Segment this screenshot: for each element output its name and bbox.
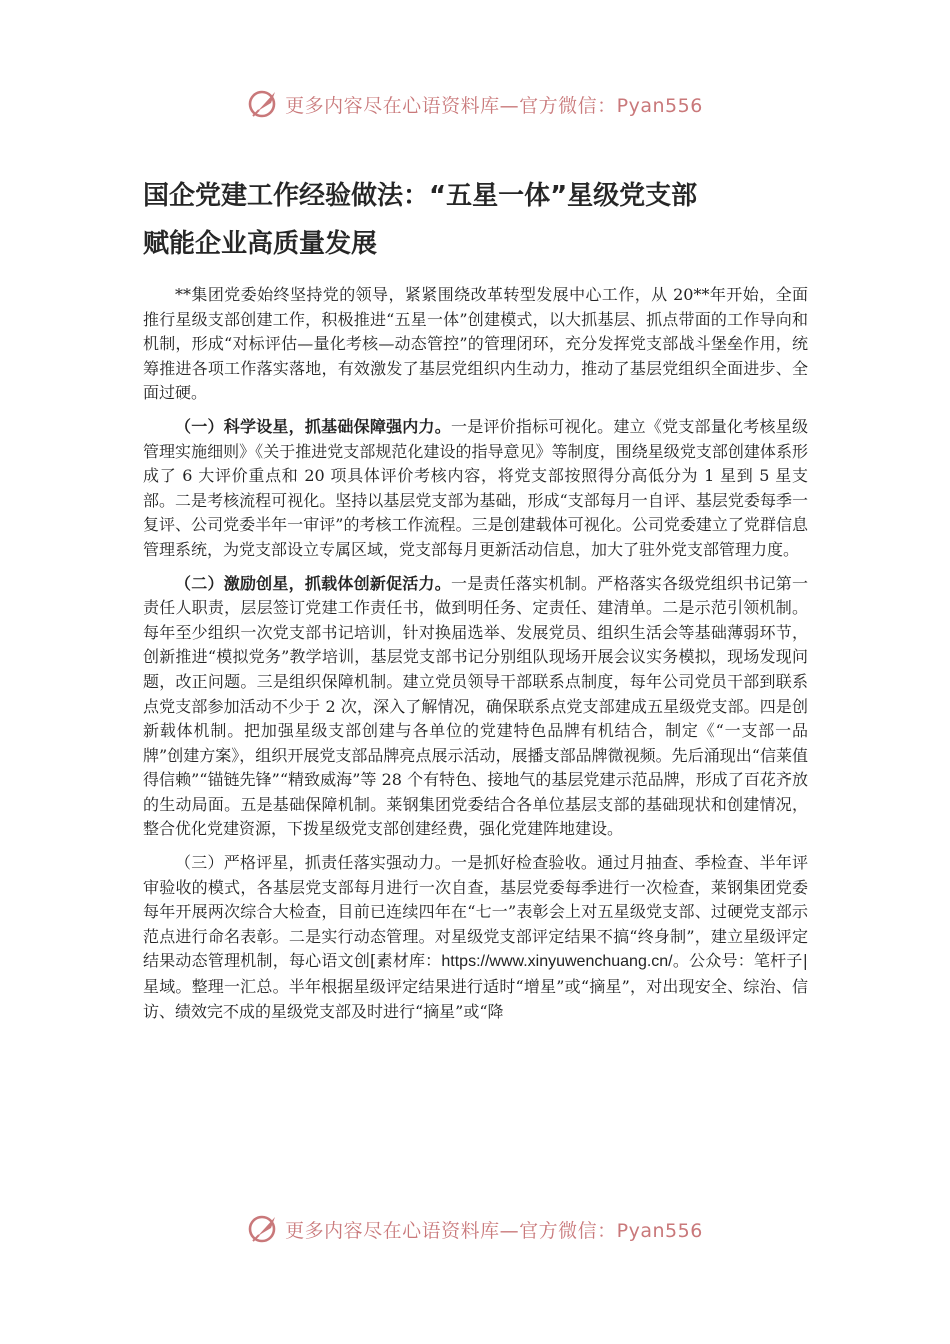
footer-banner-text: 更多内容尽在心语资料库—官方微信：Pyan556 xyxy=(285,1219,703,1242)
quill-logo-icon xyxy=(247,1212,281,1246)
footer-banner xyxy=(0,1209,950,1249)
source-url-link[interactable]: https://www.xinyuwenchuang.cn/ xyxy=(441,953,673,971)
title-line-1: 国企党建工作经验做法：“五星一体”星级党支部 xyxy=(143,181,698,211)
article-title xyxy=(143,172,823,268)
header-banner xyxy=(0,84,950,124)
section-2-heading: （二）激励创星，抓载体创新促活力。 xyxy=(175,573,452,593)
paragraph-section-3 xyxy=(143,851,808,1024)
quill-logo-icon xyxy=(247,87,281,121)
header-banner-text: 更多内容尽在心语资料库—官方微信：Pyan556 xyxy=(285,94,703,117)
paragraph-section-1 xyxy=(143,415,808,563)
section-2-body: 一是责任落实机制。严格落实各级党组织书记第一责任人职责，层层签订党建工作责任书，做到明任务、定责任、建清单。二是示范引领机制。每年至少组织一次党支部书记培训，针对换届选举、发展党员、组织生活会等基础薄弱环节，创新推进“模拟党务”教学培训，基层党支部书记分别组队现场开展会议实务模拟，现场发现问题，改正问题。三是组织保障机制。建立党员领导干部联系点制度，每年公司党员干部到联系点党支部参加活动不少于 2 次，深入了解情况，确保联系点党支部建成五星级党支部。四是创新载体机制。把加强星级支部创建与各单位的党建特色品牌有机结合，制定《“一支部一品牌”创建方案》，组织开展党支部品牌亮点展示活动，展播支部品牌微视频。先后涌现出“信莱值得信赖”“锚链先锋”“精致威海”等 28 个有特色、接地气的基层党建示范品牌，形成了百花齐放的生动局面。五是基础保障机制。莱钢集团党委结合各单位基层支部的基础现状和创建情况，整合优化党建资源，下拨星级党支部创建经费，强化党建阵地建设。 xyxy=(143,573,808,839)
paragraph-section-2 xyxy=(143,572,808,843)
paragraph-intro: **集团党委始终坚持党的领导，紧紧围绕改革转型发展中心工作，从 20**年开始，全面推行星级支部创建工作，积极推进“五星一体”创建模式，以大抓基层、抓点带面的工作导向和机制，形成“对标评估—量化考核—动态管控”的管理闭环，充分发挥党支部战斗堡垒作用，统筹推进各项工作落实落地，有效激发了基层党组织内生动力，推动了基层党组织全面进步、全面过硬。 xyxy=(143,285,808,403)
section-1-body: 一是评价指标可视化。建立《党支部量化考核星级管理实施细则》《关于推进党支部规范化建设的指导意见》等制度，围绕星级党支部创建体系形成了 6 大评价重点和 20 项具体评价考核内容，将党支部按照得分高低分为 1 星到 5 星支部。二是考核流程可视化。坚持以基层党支部为基础，形成“支部每月一自评、基层党委每季一复评、公司党委半年一审评”的考核工作流程。三是创建载体可视化。公司党委建立了党群信息管理系统，为党支部设立专属区域，党支部每月更新活动信息，加大了驻外党支部管理力度。 xyxy=(143,416,808,559)
section-3-text-a: （三）严格评星，抓责任落实强动力。一是抓好检查验收。通过月抽查、季检查、半年评审验收的模式，各基层党支部每月进行一次自查，基层党委每季进行一次检查，莱钢集团党委每年开展两次综合大检查，目前已连续四年在“七一”表彰会上对五星级党支部、过硬党支部示范点进行命名表彰。二是实行动态管理。对星级党支部评定结果不搞“终身制”，建立星级评定结果动态管理机制，每心语文创[素材库： xyxy=(143,853,808,971)
section-3-text-b: 。公众号：笔杆子|星域。整理一汇总。半年根据星级评定结果进行适时“增星”或“摘星”，对出现安全、综治、信访、绩效完不成的星级党支部及时进行“摘星”或“降 xyxy=(143,951,808,1021)
article-body xyxy=(143,283,808,1033)
section-1-heading: （一）科学设星，抓基础保障强内力。 xyxy=(175,416,452,436)
title-line-2: 赋能企业高质量发展 xyxy=(143,229,378,259)
